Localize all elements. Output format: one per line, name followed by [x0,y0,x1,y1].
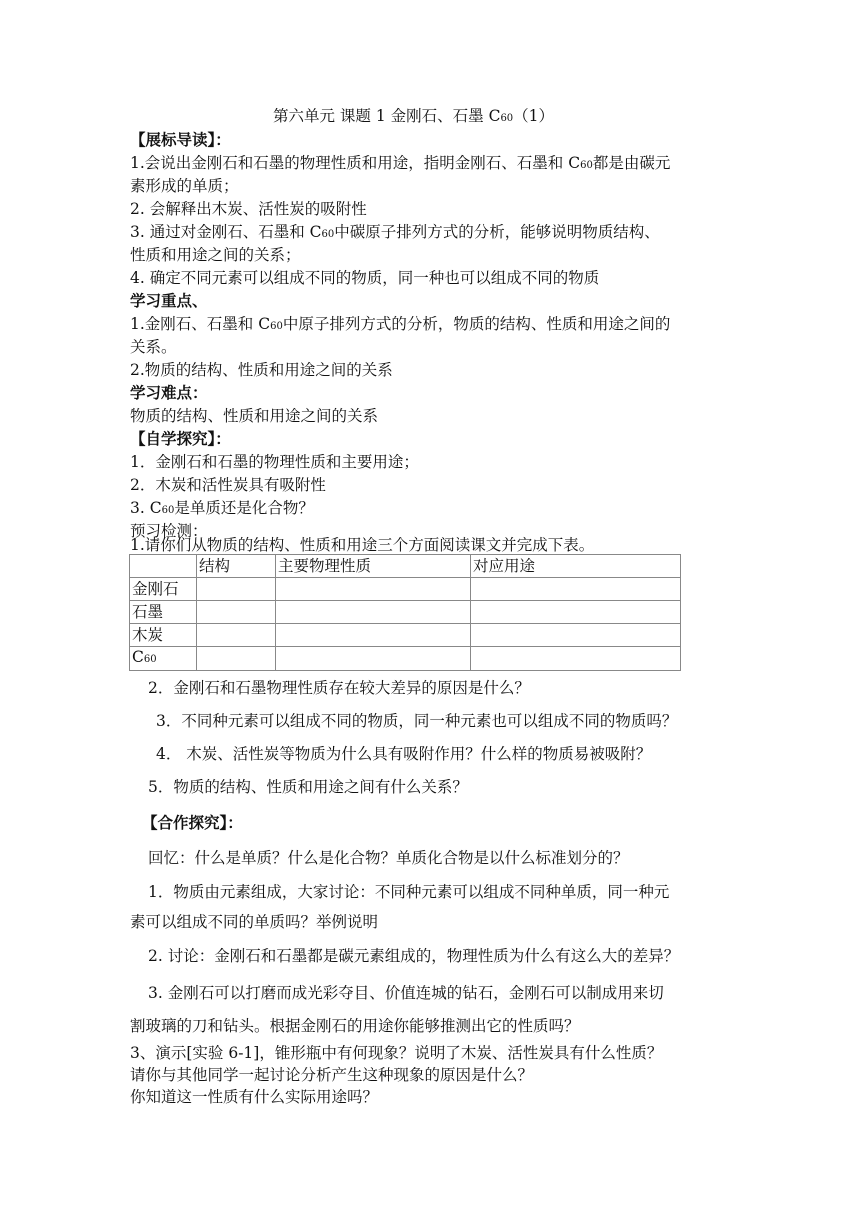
table-row-label: 金刚石 [130,578,197,601]
section-heading-difficulties: 学习难点： [130,383,208,402]
table-row [130,601,681,624]
table-cell[interactable] [276,578,471,601]
goal-line: 4. 确定不同元素可以组成不同的物质，同一种也可以组成不同的物质 [130,269,600,287]
preview-heading: 预习检测： [130,522,208,540]
table-row-label: C60 [130,647,197,671]
section-heading-goals: 【展标导读】： [130,130,231,149]
demo-line: 你知道这一性质有什么实际用途吗？ [130,1088,379,1106]
question-line: 2．金刚石和石墨物理性质存在较大差异的原因是什么？ [148,679,530,697]
demo-line: 3、演示[实验 6-1]，锥形瓶中有何现象？说明了木炭、活性炭具有什么性质？ [130,1044,663,1062]
preview-question: 1.请你们从物质的结构、性质和用途三个方面阅读课文并完成下表。 [130,536,595,554]
goal-line: 素形成的单质； [130,177,239,195]
properties-table [129,554,681,671]
demo-line: 请你与其他同学一起讨论分析产生这种现象的原因是什么？ [130,1066,534,1084]
table-cell[interactable] [276,624,471,647]
key-point-line: 1.金刚石、石墨和 C60中原子排列方式的分析，物质的结构、性质和用途之间的 [130,315,671,333]
key-point-line: 2.物质的结构、性质和用途之间的关系 [130,361,393,379]
coop-line: 回忆：什么是单质？什么是化合物？单质化合物是以什么标准划分的？ [148,849,629,867]
table-header-row [130,555,681,578]
table-cell[interactable] [197,601,276,624]
goal-line: 3. 通过对金刚石、石墨和 C60中碳原子排列方式的分析，能够说明物质结构、 [130,223,660,241]
table-cell[interactable] [471,601,681,624]
self-study-line: 2．木炭和活性炭具有吸附性 [130,476,326,494]
table-cell[interactable] [197,624,276,647]
coop-line: 3. 金刚石可以打磨而成光彩夺目、价值连城的钻石，金刚石可以制成用来切 [148,984,664,1002]
question-line: 5．物质的结构、性质和用途之间有什么关系？ [148,778,468,796]
section-heading-cooperation: 【合作探究】： [142,813,243,832]
section-heading-key-points: 学习重点、 [130,291,208,310]
table-header-cell [130,555,197,578]
table-cell[interactable] [197,647,276,671]
key-point-line: 关系。 [130,338,177,356]
difficulty-line: 物质的结构、性质和用途之间的关系 [130,407,379,425]
self-study-line: 1．金刚石和石墨的物理性质和主要用途； [130,453,419,471]
table-header-cell: 主要物理性质 [276,555,471,578]
goal-line: 2. 会解释出木炭、活性炭的吸附性 [130,200,367,218]
table-header-cell: 对应用途 [471,555,681,578]
table-cell[interactable] [471,624,681,647]
table-row [130,624,681,647]
question-line: 3．不同种元素可以组成不同的物质，同一种元素也可以组成不同的物质吗？ [156,712,678,730]
goal-line: 1.会说出金刚石和石墨的物理性质和用途，指明金刚石、石墨和 C60都是由碳元 [130,154,671,172]
table-cell[interactable] [471,578,681,601]
table-row [130,647,681,671]
coop-line: 割玻璃的刀和钻头。根据金刚石的用途你能够推测出它的性质吗？ [130,1017,580,1035]
table-header-cell: 结构 [197,555,276,578]
table-row-label: 石墨 [130,601,197,624]
table-row-label: 木炭 [130,624,197,647]
section-heading-self-study: 【自学探究】： [130,429,231,448]
coop-line: 1．物质由元素组成，大家讨论：不同种元素可以组成不同种单质，同一种元 [148,883,670,901]
self-study-line: 3. C60是单质还是化合物？ [130,499,314,517]
question-line: 4． 木炭、活性炭等物质为什么具有吸附作用？什么样的物质易被吸附？ [156,745,652,763]
table-cell[interactable] [276,601,471,624]
coop-line: 素可以组成不同的单质吗？举例说明 [130,913,379,931]
coop-line: 2. 讨论：金刚石和石墨都是碳元素组成的，物理性质为什么有这么大的差异？ [148,947,680,965]
page-title: 第六单元 课题 1 金刚石、石墨 C60（1） [273,107,555,125]
table-row [130,578,681,601]
table-cell[interactable] [197,578,276,601]
table-cell[interactable] [276,647,471,671]
goal-line: 性质和用途之间的关系； [130,246,301,264]
table-cell[interactable] [471,647,681,671]
